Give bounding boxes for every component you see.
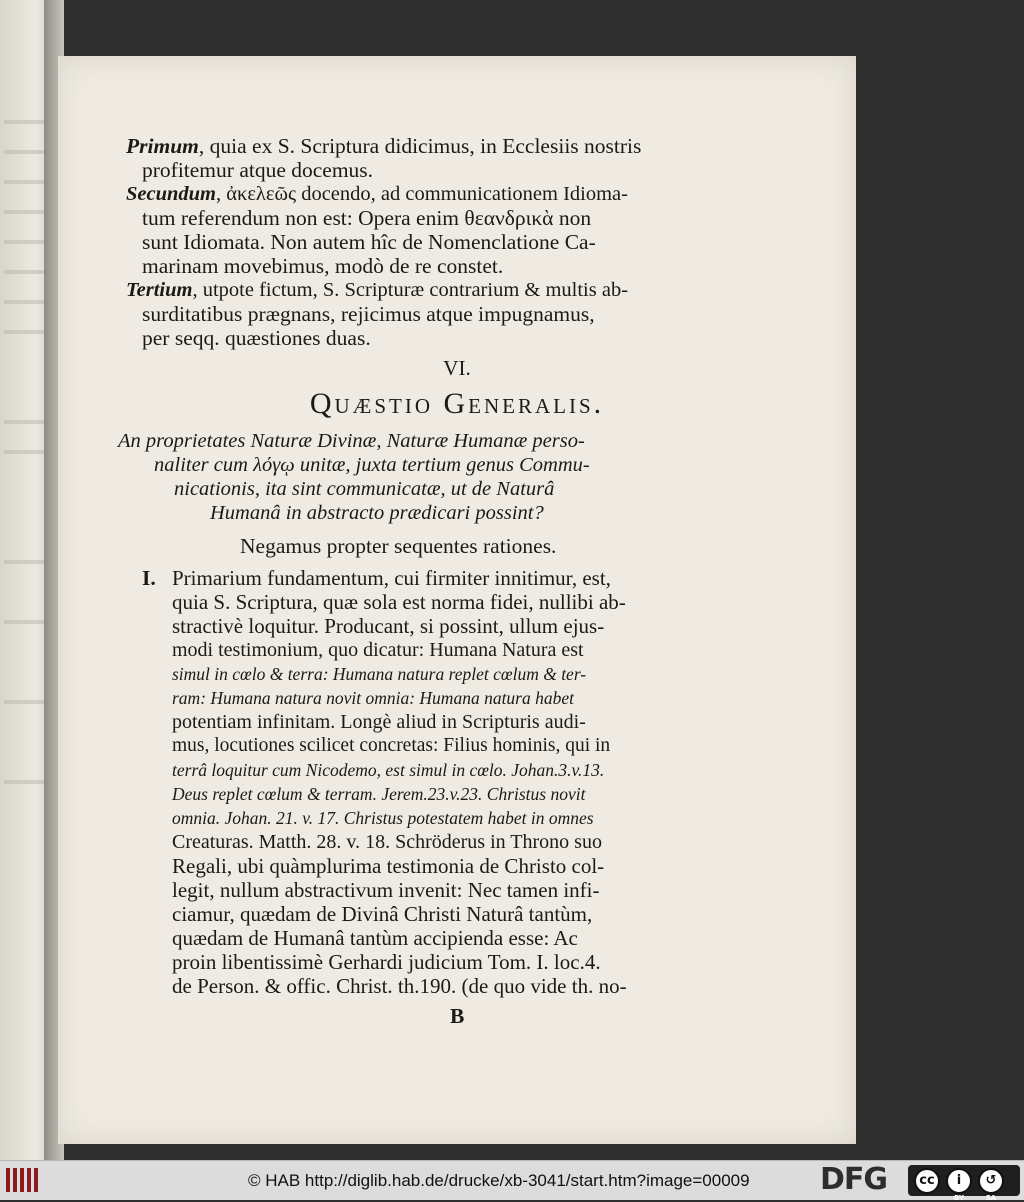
book-page — [58, 56, 856, 1144]
para-line: mus, locutiones scilicet concretas: Filius hominis, qui in — [172, 735, 611, 756]
text-line: Primum, quia ex S. Scriptura didicimus, in Ecclesiis nostris — [126, 134, 642, 158]
cc-icon: cc — [914, 1168, 940, 1194]
by-icon: i BY — [946, 1168, 972, 1194]
paragraph-number: I. — [142, 566, 156, 590]
question-line: nicationis, ita sint communicatæ, ut de Naturâ — [174, 478, 555, 500]
para-line: proin libentissimè Gerhardi judicium Tom. I. loc.4. — [172, 950, 601, 974]
para-line: potentiam infinitam. Longè aliud in Scripturis audi- — [172, 711, 586, 733]
para-line: ciamur, quædam de Divinâ Christi Naturâ tantùm, — [172, 902, 593, 926]
text-line: sunt Idiomata. Non autem hîc de Nomenclatione Ca- — [142, 230, 596, 254]
text-line: Tertium, utpote fictum, S. Scripturæ contrarium & multis ab- — [126, 279, 629, 301]
para-line: ram: Humana natura novit omnia: Humana natura habet — [172, 688, 574, 708]
question-line: An proprietates Naturæ Divinæ, Naturæ Humanæ perso- — [118, 430, 585, 452]
para-line: stractivè loquitur. Producant, si possint, ullum ejus- — [172, 614, 605, 638]
negamus-line: Negamus propter sequentes rationes. — [240, 534, 557, 558]
section-number: VI. — [443, 356, 471, 380]
text-line: profitemur atque docemus. — [142, 158, 374, 182]
sa-icon: ↺ SA — [978, 1168, 1004, 1194]
para-line: Creaturas. Matth. 28. v. 18. Schröderus in Throno suo — [172, 831, 602, 853]
signature-mark: B — [450, 1004, 465, 1028]
para-line: terrâ loquitur cum Nicodemo, est simul in cœlo. Johan.3.v.13. — [172, 760, 605, 780]
text-line: tum referendum non est: Opera enim θεανδρικὰ non — [142, 206, 592, 230]
para-line: quædam de Humanâ tantùm accipienda esse: Ac — [172, 926, 578, 950]
para-line: Regali, ubi quàmplurima testimonia de Christo col- — [172, 854, 605, 878]
hab-logo-icon — [6, 1168, 40, 1192]
copyright-link[interactable]: © HAB http://diglib.hab.de/drucke/xb-3041/start.htm?image=00009 — [248, 1171, 750, 1190]
para-line: de Person. & offic. Christ. th.190. (de quo vide th. no- — [172, 974, 627, 998]
question-line: naliter cum λόγῳ unitæ, juxta tertium genus Commu- — [154, 454, 590, 476]
text-line: surditatibus prægnans, rejicimus atque impugnamus, — [142, 302, 595, 326]
para-line: legit, nullum abstractivum invenit: Nec tamen infi- — [172, 878, 600, 902]
para-line: quia S. Scriptura, quæ sola est norma fidei, nullibi ab- — [172, 590, 626, 614]
text-line: Secundum, ἀκελεῶς docendo, ad communicationem Idioma- — [126, 183, 628, 205]
cc-license-badge[interactable] — [908, 1165, 1020, 1202]
para-line: omnia. Johan. 21. v. 17. Christus potestatem habet in omnes — [172, 808, 594, 828]
question-line: Humanâ in abstracto prædicari possint? — [210, 502, 544, 524]
para-line: Primarium fundamentum, cui firmiter innitimur, est, — [172, 566, 611, 590]
viewer-footer — [0, 1160, 1024, 1200]
section-title: Quæstio Generalis. — [309, 387, 605, 420]
para-line: simul in cœlo & terra: Humana natura replet cœlum & ter- — [172, 664, 587, 684]
para-line: modi testimonium, quo dicatur: Humana Natura est — [172, 639, 584, 661]
dfg-logo: DFG — [820, 1162, 888, 1197]
text-line: marinam movebimus, modò de re constet. — [142, 254, 504, 278]
para-line: Deus replet cœlum & terram. Jerem.23.v.23. Christus novit — [172, 784, 586, 804]
text-line: per seqq. quæstiones duas. — [142, 326, 371, 350]
